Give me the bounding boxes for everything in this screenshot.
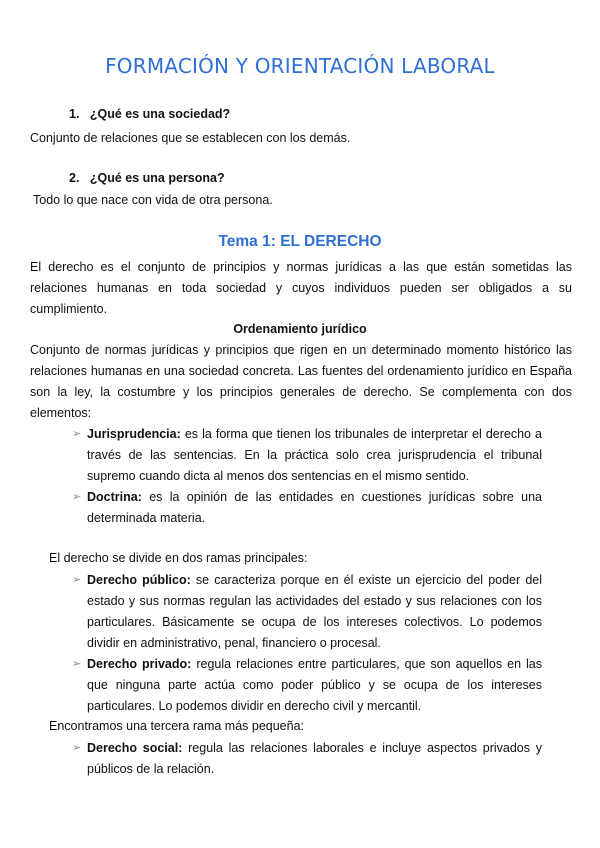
list-item-derecho-privado	[87, 654, 542, 717]
question-1-number: 1.	[69, 107, 80, 121]
answer-1: Conjunto de relaciones que se establecen con los demás.	[30, 131, 351, 145]
document-title: FORMACIÓN Y ORIENTACIÓN LABORAL	[105, 54, 495, 78]
list-item-derecho-publico	[87, 570, 542, 654]
bullet-arrow-icon: ➢	[72, 428, 82, 440]
desc-derecho-publico: se caracteriza porque en él existe un ejercicio del poder del estado y sus normas regulan las actividades del estado y sus relaciones con los particulares. Básicamente se ocupa de los intereses colectivos. Lo podemos dividir en administrativo, penal, financiero o procesal.	[87, 573, 542, 650]
term-derecho-social: Derecho social:	[87, 741, 183, 755]
bullet-arrow-icon: ➢	[72, 742, 82, 754]
desc-doctrina: es la opinión de las entidades en cuestiones jurídicas sobre una determinada materia.	[87, 490, 542, 525]
question-2-number: 2.	[69, 171, 80, 185]
section-heading-tema: Tema 1: EL DERECHO	[218, 233, 382, 250]
term-derecho-privado: Derecho privado:	[87, 657, 192, 671]
list-item-doctrina	[87, 487, 542, 529]
ramas-intro: El derecho se divide en dos ramas principales:	[49, 551, 308, 565]
question-1	[69, 107, 230, 121]
subheading-ordenamiento: Ordenamiento jurídico	[233, 322, 367, 336]
desc-derecho-privado: regula relaciones entre particulares, que son aquellos en las que ninguna parte actúa como poder público y se ocupa de los intereses particulares. Lo podemos dividir en derecho civil y mercantil.	[87, 657, 542, 713]
tercera-rama-intro: Encontramos una tercera rama más pequeña:	[49, 719, 304, 733]
list-item-jurisprudencia	[87, 424, 542, 487]
derecho-definition: El derecho es el conjunto de principios y normas jurídicas a las que están sometidas las relaciones humanas en toda sociedad y cuyos individuos pueden ser obligados a su cumplimiento.	[30, 260, 572, 316]
bullet-arrow-icon: ➢	[72, 658, 82, 670]
desc-jurisprudencia: es la forma que tienen los tribunales de interpretar el derecho a través de las sentencias. En la práctica solo crea jurisprudencia el tribunal supremo cuando dicta al menos dos sentencias en el mismo sentido.	[87, 427, 542, 483]
question-2	[69, 171, 225, 185]
term-jurisprudencia: Jurisprudencia:	[87, 427, 181, 441]
term-derecho-publico: Derecho público:	[87, 573, 191, 587]
question-1-text: ¿Qué es una sociedad?	[89, 107, 231, 121]
ordenamiento-text: Conjunto de normas jurídicas y principios que rigen en un determinado momento histórico las relaciones humanas en una sociedad concreta. Las fuentes del ordenamiento jurídico en España son la ley, la costumbre y los principios generales de derecho. Se complementa con dos elementos:	[30, 343, 572, 420]
question-2-text: ¿Qué es una persona?	[89, 171, 225, 185]
list-item-derecho-social	[87, 738, 542, 780]
answer-2: Todo lo que nace con vida de otra persona.	[33, 193, 273, 207]
bullet-arrow-icon: ➢	[72, 491, 82, 503]
bullet-arrow-icon: ➢	[72, 574, 82, 586]
term-doctrina: Doctrina:	[87, 490, 142, 504]
desc-derecho-social: regula las relaciones laborales e incluye aspectos privados y públicos de la relación.	[87, 741, 542, 776]
